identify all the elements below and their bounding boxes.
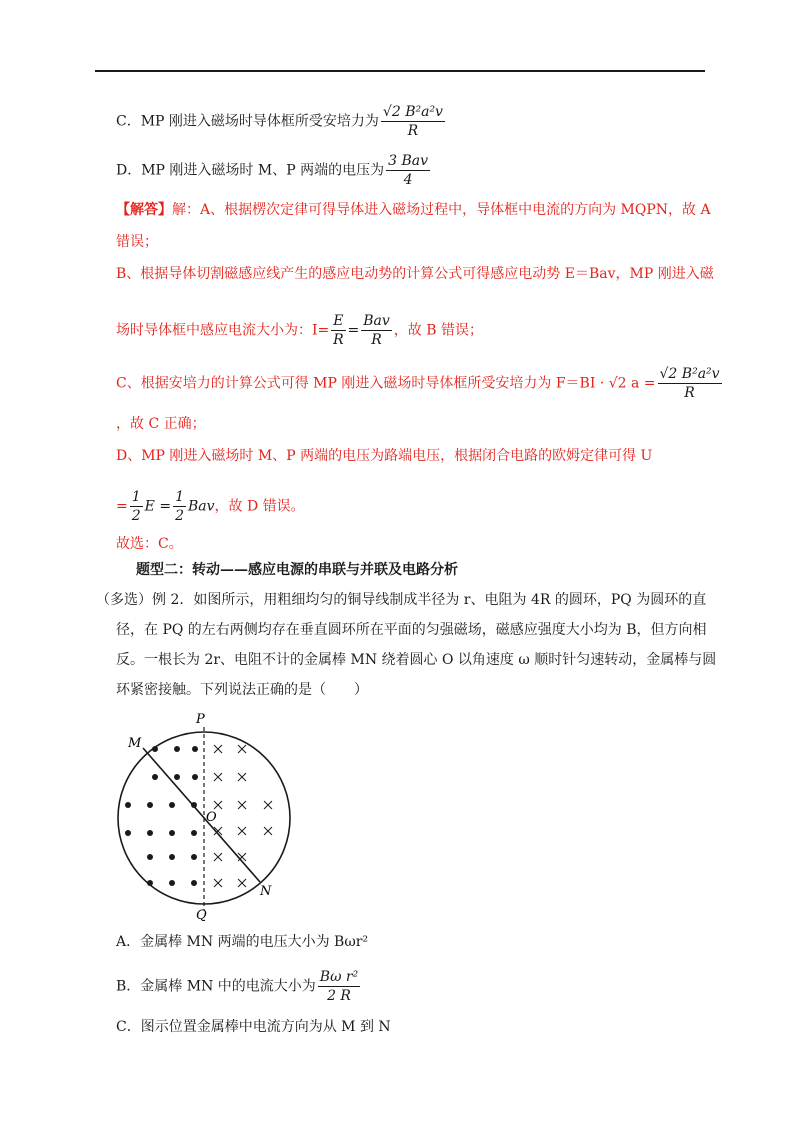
answer-b-prefix: 场时导体框中感应电流大小为：I=	[116, 322, 330, 339]
field-dot	[174, 774, 180, 780]
field-dot	[174, 746, 180, 752]
answer-d-line1: D、MP 刚进入磁场时 M、P 两端的电压为路端电压，根据闭合电路的欧姆定律可得 U	[116, 448, 653, 464]
field-cross	[264, 827, 272, 835]
fraction-one-half-a	[130, 488, 143, 525]
fraction-denominator: R	[371, 332, 382, 348]
question-line3: 反。一根长为 2r、电阻不计的金属棒 MN 绕着圆心 O 以角速度 ω 顺时针匀速转动，金属棒与圆	[116, 652, 717, 668]
fraction-denominator: 2	[175, 508, 184, 524]
answer-c-line2: ，故 C 正确；	[116, 416, 206, 432]
fraction-one-half-b	[173, 488, 186, 525]
field-dot	[169, 880, 175, 886]
prev-option-c	[116, 103, 447, 140]
field-dot	[169, 802, 175, 808]
rod-mn	[143, 748, 260, 882]
field-cross	[238, 773, 246, 781]
answer-c-prefix: C、根据安培力的计算公式可得 MP 刚进入磁场时导体框所受安培力为 F＝BI · √2 a =	[116, 375, 656, 392]
field-dot	[191, 854, 197, 860]
answer-a-line2: 错误；	[116, 234, 158, 250]
field-cross	[238, 745, 246, 753]
answer-b-line2	[116, 312, 483, 349]
prev-option-d-fraction	[386, 152, 430, 189]
field-crosses	[214, 745, 272, 887]
option-b-fraction	[318, 968, 360, 1005]
option-a-text: A．金属棒 MN 两端的电压大小为 Bωr²	[116, 934, 369, 950]
option-a	[116, 932, 368, 952]
option-b-text: B．金属棒 MN 中的电流大小为	[116, 978, 316, 995]
field-cross	[214, 773, 222, 781]
field-dots	[125, 746, 198, 886]
equals-sign: =	[347, 322, 360, 339]
fraction-numerator: √2 B²a²v	[659, 366, 720, 382]
fraction-force	[658, 365, 722, 402]
fraction-denominator: R	[407, 123, 419, 139]
answer-b-suffix: ，故 B 错误；	[393, 322, 483, 339]
fraction-numerator: Bω r²	[319, 969, 359, 985]
fraction-denominator: 4	[403, 172, 413, 188]
fraction-numerator: Bav	[363, 313, 390, 329]
field-cross	[264, 801, 272, 809]
field-dot	[169, 830, 175, 836]
prev-option-d-text: D．MP 刚进入磁场时 M、P 两端的电压为	[116, 162, 385, 179]
answer-b-line1: B、根据导体切割磁感应线产生的感应电动势的计算公式可得感应电动势 E＝Bav，MP 刚进入磁	[116, 266, 714, 282]
math-e-equals: E =	[144, 498, 172, 515]
label-o: O	[206, 810, 217, 825]
section-title: 题型二：转动——感应电源的串联与并联及电路分析	[136, 562, 458, 578]
field-cross	[214, 879, 222, 887]
answer-choice: 故选：C。	[116, 536, 183, 552]
answer-d-prefix: =	[116, 498, 128, 515]
question-line1: （多选）例 2．如图所示，用粗细均匀的铜导线制成半径为 r、电阻为 4R 的圆环，PQ 为圆环的直	[96, 592, 707, 608]
fraction-numerator: √2 B²a²v	[382, 104, 443, 120]
field-cross	[238, 879, 246, 887]
math-bav: Bav	[187, 498, 215, 515]
answer-c-line1	[116, 365, 724, 402]
field-dot	[147, 802, 153, 808]
prev-option-d	[116, 152, 432, 189]
answer-a-text: 解：A、根据楞次定律可得导体进入磁场过程中，导体框中电流的方向为 MQPN，故 A	[172, 202, 711, 218]
prev-option-c-text: C．MP 刚进入磁场时导体框所受安培力为	[116, 113, 379, 130]
option-c: C．图示位置金属棒中电流方向为从 M 到 N	[116, 1019, 391, 1035]
field-dot	[192, 746, 198, 752]
question-line2: 径，在 PQ 的左右两侧均存在垂直圆环所在平面的匀强磁场，磁感应强度大小均为 B，但方向相	[116, 622, 707, 638]
fraction-denominator: 2 R	[327, 988, 351, 1004]
fraction-e-over-r	[331, 312, 345, 349]
option-b	[116, 968, 362, 1005]
field-dot	[191, 880, 197, 886]
answer-d-line2	[116, 488, 305, 525]
label-p: P	[196, 712, 205, 727]
field-dot	[125, 830, 131, 836]
label-n: N	[260, 884, 272, 899]
prev-option-c-fraction	[381, 103, 445, 140]
field-dot	[191, 830, 197, 836]
fraction-numerator: 1	[175, 489, 184, 505]
question-line4: 环紧密接触。下列说法正确的是（ ）	[116, 682, 368, 698]
header-rule	[95, 70, 705, 72]
field-dot	[147, 854, 153, 860]
field-cross	[214, 853, 222, 861]
field-dot	[152, 774, 158, 780]
field-cross	[214, 745, 222, 753]
field-dot	[152, 746, 158, 752]
answer-tag: 【解答】	[116, 202, 172, 218]
field-dot	[147, 830, 153, 836]
field-cross	[238, 801, 246, 809]
fraction-bav-over-r	[361, 312, 392, 349]
answer-a-line1	[116, 200, 711, 220]
field-dot	[147, 880, 153, 886]
fraction-denominator: R	[333, 332, 344, 348]
fraction-denominator: R	[684, 385, 695, 401]
fraction-denominator: 2	[131, 508, 141, 524]
magnetic-field-ring-figure	[110, 705, 310, 925]
field-dot	[169, 854, 175, 860]
label-q: Q	[196, 908, 207, 923]
answer-d-suffix: ，故 D 错误。	[214, 498, 305, 515]
field-dot	[125, 802, 131, 808]
field-cross	[214, 801, 222, 809]
label-m: M	[128, 736, 142, 751]
fraction-numerator: 1	[131, 489, 141, 505]
fraction-numerator: E	[333, 313, 344, 329]
field-dot	[191, 802, 197, 808]
fraction-numerator: 3 Bav	[388, 153, 428, 169]
field-cross	[238, 827, 246, 835]
field-dot	[192, 774, 198, 780]
